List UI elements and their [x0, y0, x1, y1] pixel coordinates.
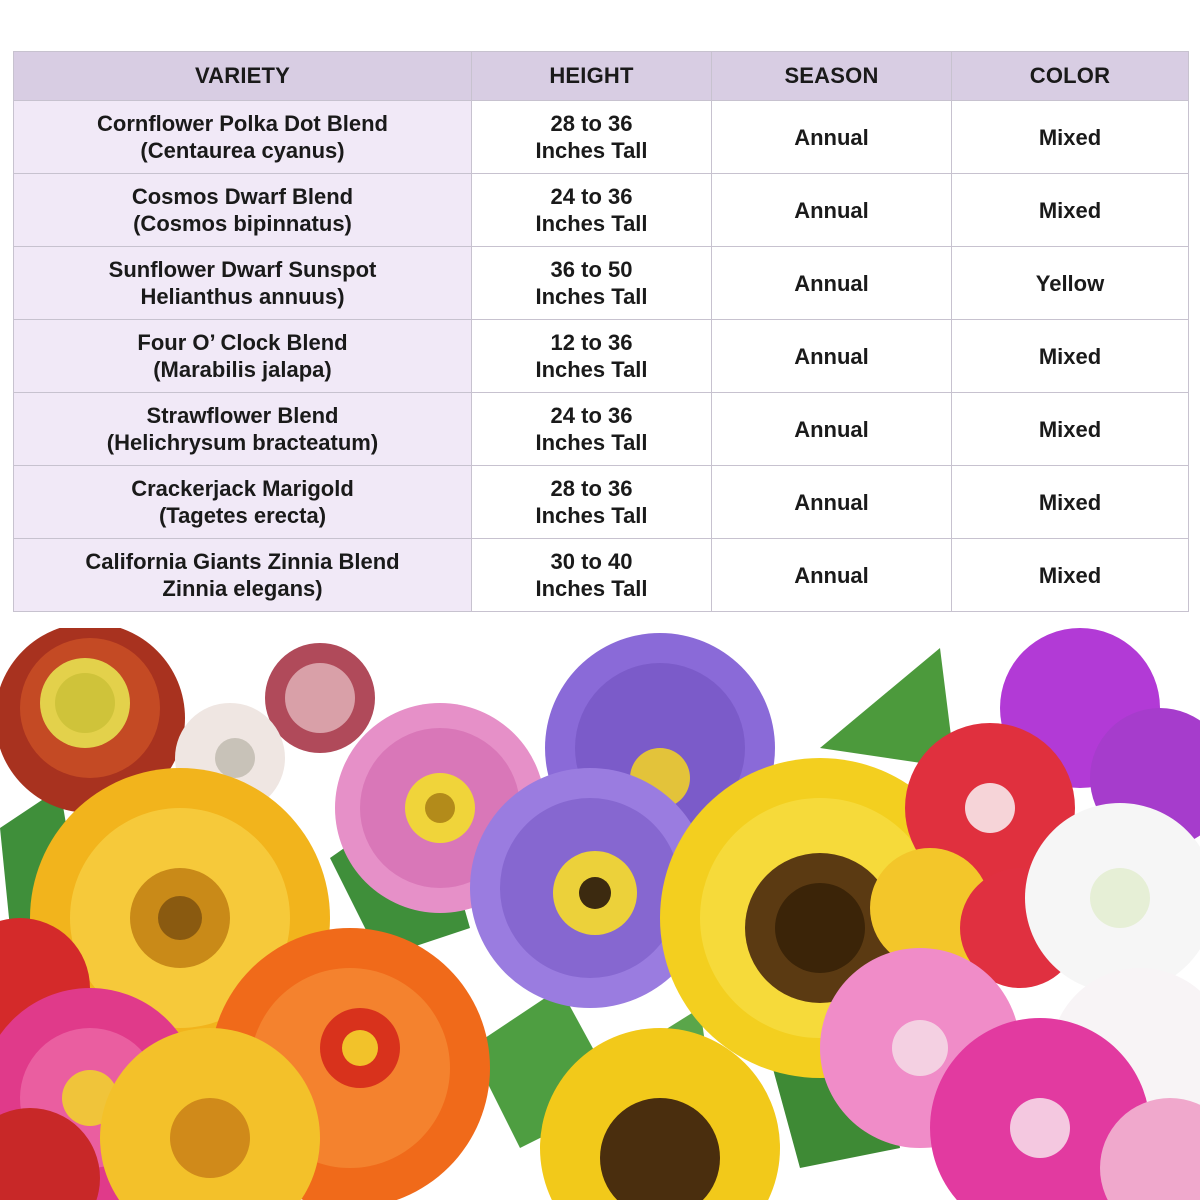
color-cell: Mixed [952, 539, 1189, 612]
season-cell: Annual [712, 466, 952, 539]
variety-cell [14, 539, 472, 612]
height-range: 24 to 36 [550, 184, 633, 209]
variety-cell [14, 174, 472, 247]
variety-name: Sunflower Dwarf Sunspot [108, 257, 377, 282]
header-height: HEIGHT [472, 52, 712, 101]
variety-latin-name: Zinnia elegans) [162, 576, 323, 601]
variety-cell [14, 466, 472, 539]
height-range: 30 to 40 [550, 549, 633, 574]
variety-latin-name: (Helichrysum bracteatum) [106, 430, 379, 455]
variety-cell [14, 320, 472, 393]
variety-table [13, 51, 1189, 612]
season-cell: Annual [712, 247, 952, 320]
color-cell: Mixed [952, 466, 1189, 539]
variety-table-container [13, 51, 1188, 612]
season-cell: Annual [712, 320, 952, 393]
variety-cell [14, 101, 472, 174]
season-cell: Annual [712, 393, 952, 466]
table-row [14, 247, 1189, 320]
height-cell [472, 101, 712, 174]
height-range: 36 to 50 [550, 257, 633, 282]
height-unit: Inches Tall [535, 211, 648, 236]
variety-latin-name: (Centaurea cyanus) [140, 138, 345, 163]
color-cell: Yellow [952, 247, 1189, 320]
height-unit: Inches Tall [535, 430, 648, 455]
color-cell: Mixed [952, 101, 1189, 174]
table-row [14, 101, 1189, 174]
variety-latin-name: (Tagetes erecta) [158, 503, 327, 528]
variety-cell [14, 247, 472, 320]
height-unit: Inches Tall [535, 138, 648, 163]
variety-latin-name: (Cosmos bipinnatus) [133, 211, 352, 236]
variety-name: Cornflower Polka Dot Blend [97, 111, 388, 136]
variety-name: California Giants Zinnia Blend [85, 549, 400, 574]
table-row [14, 466, 1189, 539]
height-range: 28 to 36 [550, 111, 633, 136]
season-cell: Annual [712, 539, 952, 612]
flower-illustration [0, 628, 1200, 1200]
height-unit: Inches Tall [535, 503, 648, 528]
header-variety: VARIETY [14, 52, 472, 101]
color-cell: Mixed [952, 393, 1189, 466]
table-row [14, 393, 1189, 466]
color-cell: Mixed [952, 174, 1189, 247]
variety-latin-name: (Marabilis jalapa) [153, 357, 332, 382]
height-range: 28 to 36 [550, 476, 633, 501]
variety-latin-name: Helianthus annuus) [140, 284, 345, 309]
height-cell [472, 393, 712, 466]
header-season: SEASON [712, 52, 952, 101]
season-cell: Annual [712, 174, 952, 247]
height-range: 24 to 36 [550, 403, 633, 428]
height-cell [472, 466, 712, 539]
table-row [14, 539, 1189, 612]
season-cell: Annual [712, 101, 952, 174]
color-cell: Mixed [952, 320, 1189, 393]
variety-name: Cosmos Dwarf Blend [131, 184, 354, 209]
variety-cell [14, 393, 472, 466]
table-header-row [14, 52, 1189, 101]
height-unit: Inches Tall [535, 357, 648, 382]
height-cell [472, 174, 712, 247]
height-cell [472, 247, 712, 320]
header-color: COLOR [952, 52, 1189, 101]
height-unit: Inches Tall [535, 284, 648, 309]
height-cell [472, 320, 712, 393]
variety-name: Four O’ Clock Blend [137, 330, 348, 355]
table-row [14, 320, 1189, 393]
height-cell [472, 539, 712, 612]
height-range: 12 to 36 [550, 330, 633, 355]
table-row [14, 174, 1189, 247]
variety-name: Strawflower Blend [146, 403, 339, 428]
height-unit: Inches Tall [535, 576, 648, 601]
variety-name: Crackerjack Marigold [131, 476, 354, 501]
